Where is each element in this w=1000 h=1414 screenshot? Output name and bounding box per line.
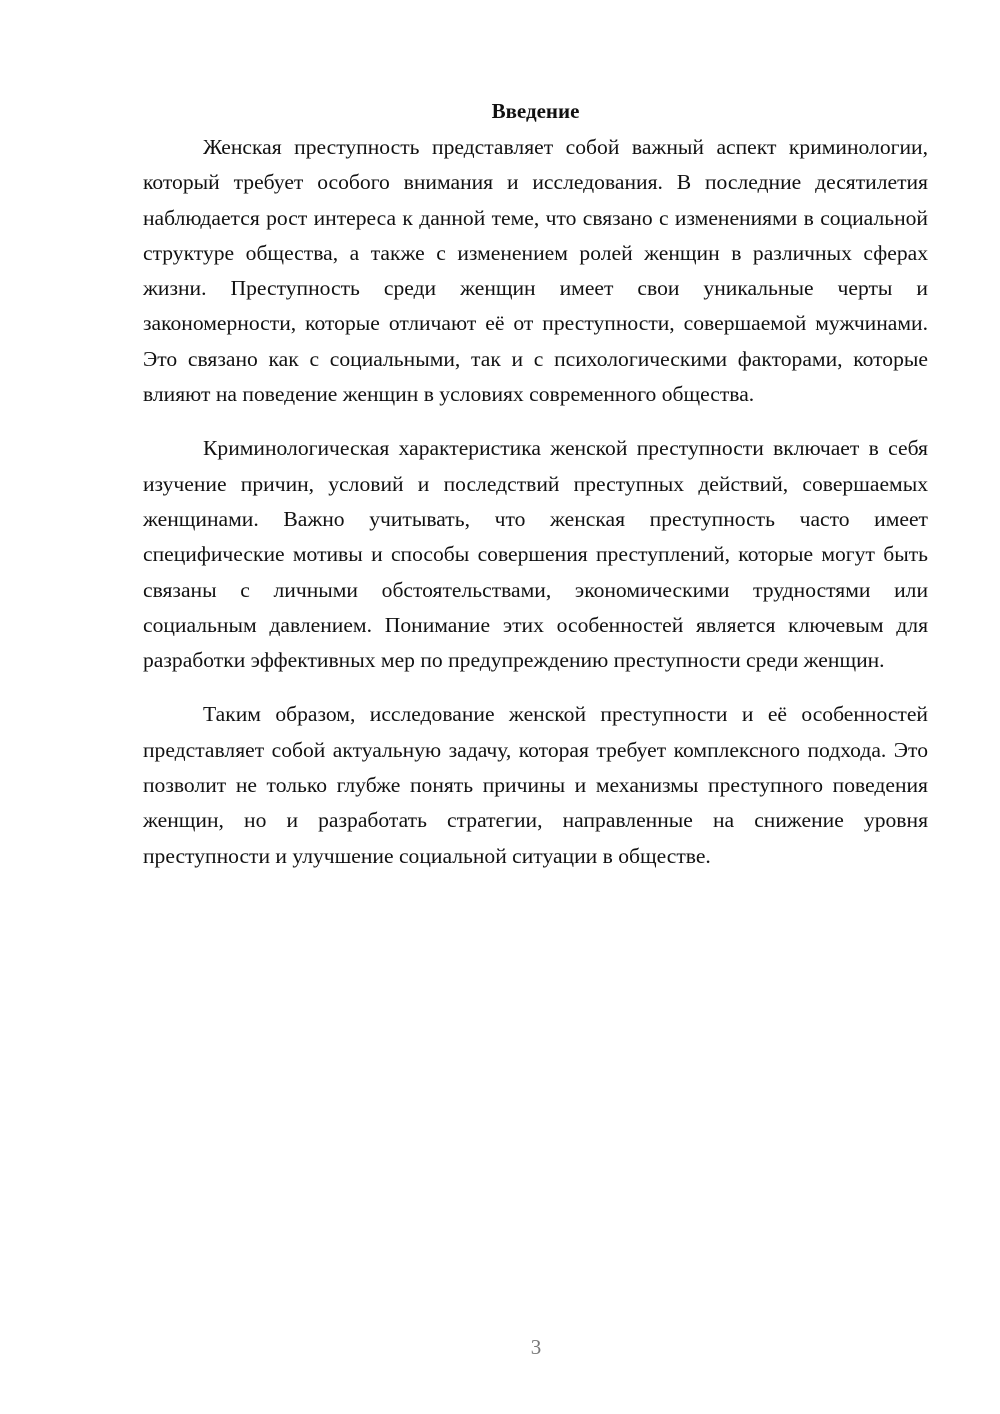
paragraph-3: Таким образом, исследование женской преступности и её особенностей представляет собой актуальную задачу, которая требует комплексного подхода. Это позволит не только глубже понять причины и механизмы преступного поведения женщин, но и разработать стратегии, направленные на снижение уровня преступности и улучшение социальной ситуации в обществе. xyxy=(143,702,928,868)
page-content xyxy=(143,96,928,893)
paragraph-2: Криминологическая характеристика женской преступности включает в себя изучение причин, условий и последствий преступных действий, совершаемых женщинами. Важно учитывать, что женская преступность часто имеет специфические мотивы и способы совершения преступлений, которые могут быть связаны с личными обстоятельствами, экономическими трудностями или социальным давлением. Понимание этих особенностей является ключевым для разработки эффективных мер по предупреждению преступности среди женщин. xyxy=(143,436,928,673)
section-title: Введение xyxy=(491,99,580,123)
page-number: 3 xyxy=(530,1335,542,1359)
paragraph-1: Женская преступность представляет собой важный аспект криминологии, который требует особого внимания и исследования. В последние десятилетия наблюдается рост интереса к данной теме, что связано с изменениями в социальной структуре общества, а также с изменением ролей женщин в различных сферах жизни. Преступность среди женщин имеет свои уникальные черты и закономерности, которые отличают её от преступности, совершаемой мужчинами. Это связано как с социальными, так и с психологическими факторами, которые влияют на поведение женщин в условиях современного общества. xyxy=(143,135,928,407)
